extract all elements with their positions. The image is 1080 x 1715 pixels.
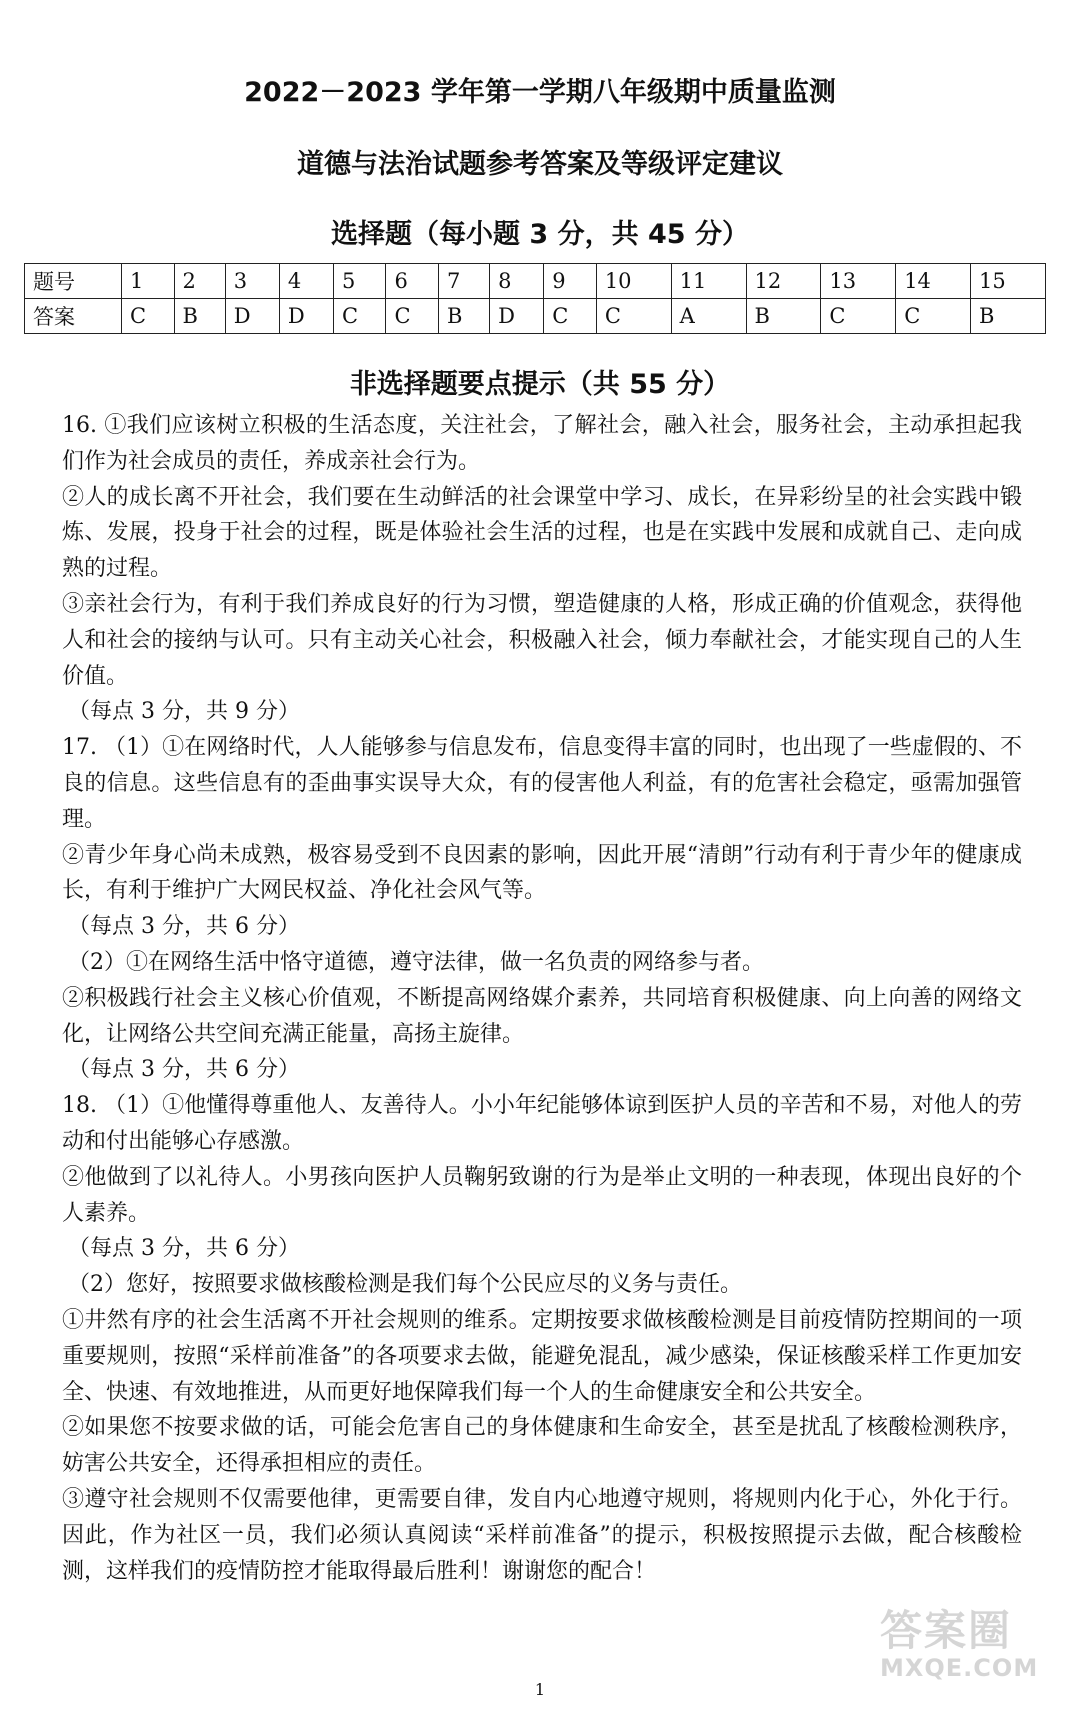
question-number-cell: 10 bbox=[596, 264, 671, 299]
question-number-cell: 12 bbox=[746, 264, 821, 299]
question-number-cell: 2 bbox=[174, 264, 225, 299]
answer-paragraph: ②积极践行社会主义核心价值观，不断提高网络媒介素养，共同培育积极健康、向上向善的网络文化，让网络公共空间充满正能量，高扬主旋律。 bbox=[62, 985, 1022, 1047]
answer-cell: C bbox=[821, 299, 896, 334]
answer-cell: C bbox=[386, 299, 439, 334]
answer-paragraph: ②他做到了以礼待人。小男孩向医护人员鞠躬致谢的行为是举止文明的一种表现，体现出良好的个人素养。 bbox=[62, 1164, 1022, 1226]
question-number-cell: 4 bbox=[279, 264, 333, 299]
question-number-cell: 15 bbox=[971, 264, 1046, 299]
answer-cell: D bbox=[490, 299, 544, 334]
answer-paragraph: （2）①在网络生活中恪守道德，遵守法律，做一名负责的网络参与者。 bbox=[68, 949, 764, 975]
answer-body bbox=[62, 408, 1022, 1589]
question-number-cell: 7 bbox=[438, 264, 489, 299]
question-number-cell: 3 bbox=[225, 264, 279, 299]
question-number-cell: 5 bbox=[333, 264, 386, 299]
answer-table bbox=[24, 263, 1046, 334]
question-number-cell: 11 bbox=[671, 264, 746, 299]
nonchoice-section-heading: 非选择题要点提示（共 55 分） bbox=[349, 369, 731, 400]
answer-table-answer-row bbox=[25, 299, 1046, 334]
answer-cell: C bbox=[333, 299, 386, 334]
answer-cell: B bbox=[174, 299, 225, 334]
answer-cell: B bbox=[746, 299, 821, 334]
question-number-cell: 13 bbox=[821, 264, 896, 299]
answer-paragraph: ③亲社会行为，有利于我们养成良好的行为习惯，塑造健康的人格，形成正确的价值观念，获得他人和社会的接纳与认可。只有主动关心社会，积极融入社会，倾力奉献社会，才能实现自己的人生价值。 bbox=[62, 591, 1022, 689]
document-title: 2022－2023 学年第一学期八年级期中质量监测 bbox=[244, 77, 836, 108]
answer-paragraph: （每点 3 分，共 6 分） bbox=[68, 1236, 300, 1262]
answer-paragraph: 17. （1）①在网络时代，人人能够参与信息发布，信息变得丰富的同时，也出现了一些虚假的、不良的信息。这些信息有的歪曲事实误导大众，有的侵害他人利益，有的危害社会稳定，亟需加强管理。 bbox=[62, 735, 1022, 832]
question-number-cell: 8 bbox=[490, 264, 544, 299]
watermark-logo bbox=[880, 1598, 1070, 1708]
answer-paragraph: ①井然有序的社会生活离不开社会规则的维系。定期按要求做核酸检测是目前疫情防控期间的一项重要规则，按照“采样前准备”的各项要求去做，能避免混乱，减少感染，保证核酸采样工作更加安全、快速、有效地推进，从而更好地保障我们每一个人的生命健康安全和公共安全。 bbox=[62, 1307, 1022, 1405]
answer-cell: D bbox=[279, 299, 333, 334]
answer-cell: B bbox=[971, 299, 1046, 334]
question-number-cell: 1 bbox=[122, 264, 175, 299]
answer-paragraph: ②青少年身心尚未成熟，极容易受到不良因素的影响，因此开展“清朗”行动有利于青少年的健康成长，有利于维护广大网民权益、净化社会风气等。 bbox=[62, 842, 1022, 904]
page-number: 1 bbox=[534, 1680, 546, 1699]
row-label-number: 题号 bbox=[25, 264, 122, 299]
question-number-cell: 6 bbox=[386, 264, 439, 299]
row-label-answer: 答案 bbox=[25, 299, 122, 334]
answer-paragraph: （每点 3 分，共 9 分） bbox=[68, 699, 300, 725]
answer-paragraph: 18. （1）①他懂得尊重他人、友善待人。小小年纪能够体谅到医护人员的辛苦和不易，对他人的劳动和付出能够心存感激。 bbox=[62, 1093, 1022, 1154]
choice-section-heading: 选择题（每小题 3 分，共 45 分） bbox=[331, 219, 749, 250]
watermark-text-bottom: MXQE.COM bbox=[880, 1654, 1039, 1682]
answer-paragraph: ②如果您不按要求做的话，可能会危害自己的身体健康和生命安全，甚至是扰乱了核酸检测秩序，妨害公共安全，还得承担相应的责任。 bbox=[62, 1415, 1022, 1477]
answer-cell: C bbox=[896, 299, 971, 334]
answer-table-number-row bbox=[25, 264, 1046, 299]
answer-cell: C bbox=[122, 299, 175, 334]
answer-paragraph: （2）您好，按照要求做核酸检测是我们每个公民应尽的义务与责任。 bbox=[68, 1272, 742, 1298]
answer-cell: C bbox=[596, 299, 671, 334]
document-subtitle: 道德与法治试题参考答案及等级评定建议 bbox=[297, 149, 783, 180]
answer-paragraph: （每点 3 分，共 6 分） bbox=[68, 914, 300, 940]
answer-paragraph: （每点 3 分，共 6 分） bbox=[68, 1057, 300, 1083]
answer-cell: C bbox=[544, 299, 597, 334]
question-number-cell: 14 bbox=[896, 264, 971, 299]
answer-cell: D bbox=[225, 299, 279, 334]
answer-paragraph: 16. ①我们应该树立积极的生活态度，关注社会，了解社会，融入社会，服务社会，主动承担起我们作为社会成员的责任，养成亲社会行为。 bbox=[62, 413, 1022, 474]
answer-paragraph: ③遵守社会规则不仅需要他律，更需要自律，发自内心地遵守规则，将规则内化于心，外化于行。因此，作为社区一员，我们必须认真阅读“采样前准备”的提示，积极按照提示去做，配合核酸检测，这样我们的疫情防控才能取得最后胜利！谢谢您的配合！ bbox=[62, 1486, 1022, 1584]
answer-cell: B bbox=[438, 299, 489, 334]
question-number-cell: 9 bbox=[544, 264, 597, 299]
answer-paragraph: ②人的成长离不开社会，我们要在生动鲜活的社会课堂中学习、成长，在异彩纷呈的社会实践中锻炼、发展，投身于社会的过程，既是体验社会生活的过程，也是在实践中发展和成就自己、走向成熟的过程。 bbox=[62, 484, 1022, 582]
watermark-text-top: 答案圈 bbox=[880, 1606, 1013, 1655]
answer-cell: A bbox=[671, 299, 746, 334]
